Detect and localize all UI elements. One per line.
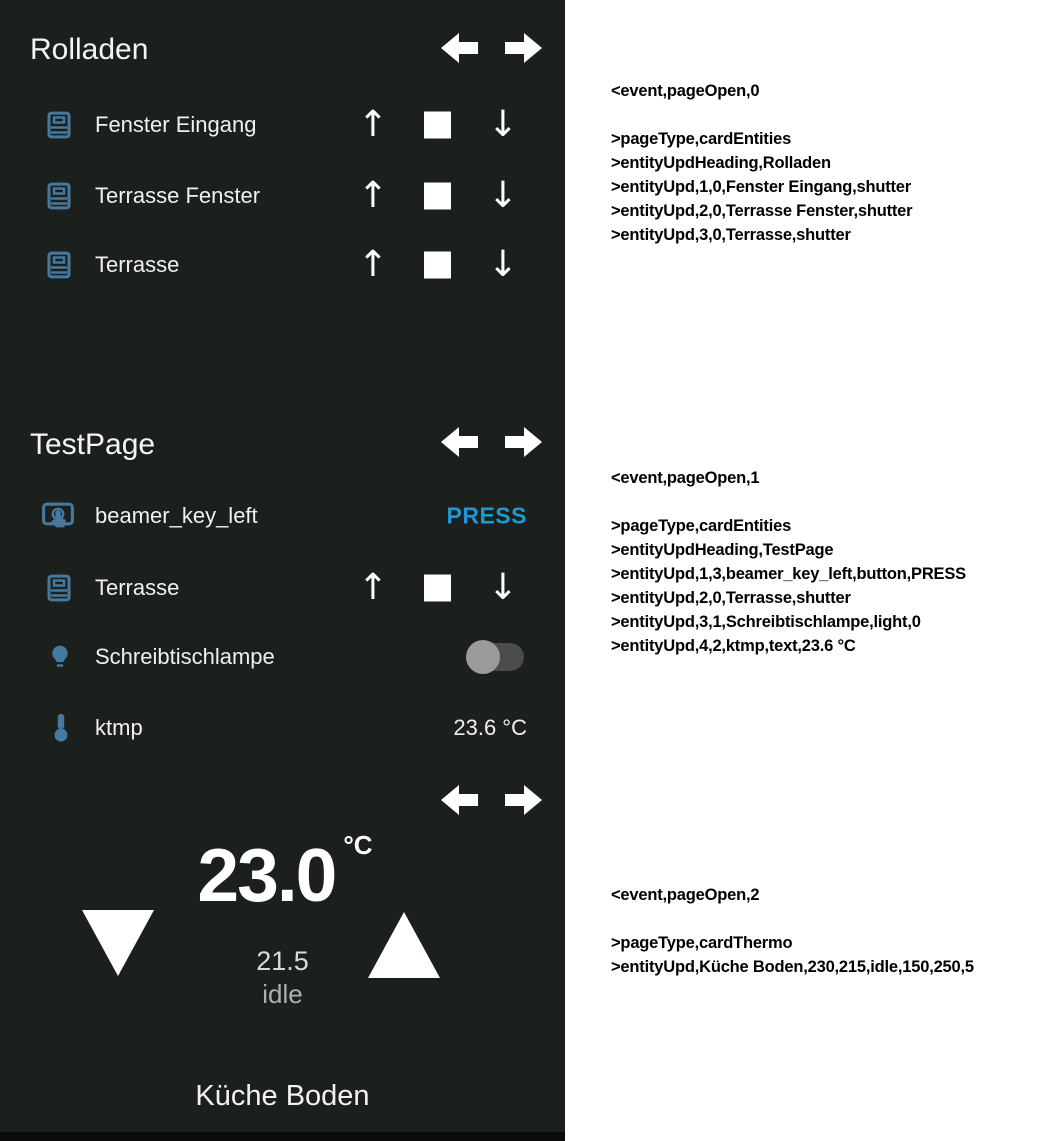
log-gap [611, 490, 966, 514]
card-rolladen-page-nav [440, 31, 543, 65]
shutter-up-button[interactable]: ↑ [357, 175, 389, 216]
page-next-icon[interactable] [505, 425, 543, 459]
shutter-down-button[interactable]: ↓ [487, 175, 519, 216]
entity-label: beamer_key_left [95, 503, 258, 528]
log-event-line: <event,pageOpen,1 [611, 469, 760, 487]
entity-label: ktmp [95, 715, 143, 740]
shutter-up-button[interactable]: ↑ [357, 244, 389, 285]
page-prev-icon[interactable] [440, 783, 478, 817]
log-line: >pageType,cardThermo [611, 934, 793, 952]
shutter-stop-button[interactable] [424, 112, 451, 139]
log-line: >pageType,cardEntities [611, 517, 792, 535]
card-testpage-page-nav [440, 425, 543, 459]
entity-row-schreibtischlampe [0, 635, 565, 679]
shutter-down-button[interactable]: ↓ [487, 567, 519, 608]
toggle-knob [466, 640, 500, 674]
entity-label: Terrasse [95, 575, 180, 600]
window-shutter-icon [44, 249, 74, 281]
entity-row-terrasse-2 [0, 566, 565, 610]
log-line: >entityUpd,3,1,Schreibtischlampe,light,0 [611, 613, 921, 631]
page-next-icon[interactable] [505, 783, 543, 817]
log-block-page1 [611, 466, 966, 658]
log-line: >entityUpdHeading,Rolladen [611, 154, 831, 172]
shutter-up-button[interactable]: ↑ [357, 567, 389, 608]
log-gap [611, 907, 974, 931]
card-rolladen-title: Rolladen [30, 33, 149, 66]
log-line: >entityUpd,4,2,ktmp,text,23.6 °C [611, 637, 856, 655]
window-shutter-icon [44, 572, 74, 604]
log-line: >entityUpd,3,0,Terrasse,shutter [611, 226, 851, 244]
log-block-page2 [611, 883, 974, 979]
entity-label: Schreibtischlampe [95, 644, 275, 669]
current-temperature-value: 23.0 [197, 833, 336, 917]
shutter-stop-button[interactable] [424, 252, 451, 279]
log-event-line: <event,pageOpen,0 [611, 82, 760, 100]
hvac-state: idle [262, 979, 303, 1009]
shutter-up-button[interactable]: ↑ [357, 104, 389, 145]
page-next-icon[interactable] [505, 31, 543, 65]
press-button[interactable]: PRESS [446, 502, 527, 529]
shutter-down-button[interactable]: ↓ [487, 104, 519, 145]
entity-value: 23.6 °C [453, 715, 527, 740]
entity-row-terrasse [0, 243, 565, 287]
entity-label: Terrasse Fenster [95, 183, 261, 208]
target-temperature: 21.5 [256, 946, 309, 976]
log-line: >entityUpd,Küche Boden,230,215,idle,150,250,5 [611, 958, 974, 976]
thermostat-name: Küche Boden [195, 1080, 370, 1112]
shutter-stop-button[interactable] [424, 183, 451, 210]
temperature-unit: °C [343, 830, 373, 860]
window-shutter-icon [44, 109, 74, 141]
current-temperature [140, 830, 430, 917]
card-testpage-title: TestPage [30, 428, 156, 461]
entity-row-beamer-key-left [0, 494, 565, 538]
card-thermo-page-nav [440, 783, 543, 817]
log-block-page0 [611, 79, 912, 247]
entity-row-terrasse-fenster [0, 174, 565, 218]
page-prev-icon[interactable] [440, 425, 478, 459]
entity-label: Terrasse [95, 252, 180, 277]
entity-row-ktmp [0, 706, 565, 750]
thermometer-icon [48, 710, 74, 746]
entity-row-fenster-eingang [0, 103, 565, 147]
log-line: >entityUpd,1,0,Fenster Eingang,shutter [611, 178, 911, 196]
window-shutter-icon [44, 180, 74, 212]
log-gap [611, 103, 912, 127]
lightbulb-icon [46, 641, 74, 673]
gesture-tap-button-icon [40, 499, 76, 533]
log-line: >entityUpdHeading,TestPage [611, 541, 834, 559]
log-line: >pageType,cardEntities [611, 130, 792, 148]
panel-bottom-edge [0, 1132, 565, 1141]
shutter-stop-button[interactable] [424, 575, 451, 602]
log-line: >entityUpd,1,3,beamer_key_left,button,PRESS [611, 565, 966, 583]
entity-label: Fenster Eingang [95, 112, 257, 137]
log-event-line: <event,pageOpen,2 [611, 886, 760, 904]
light-toggle[interactable] [466, 640, 524, 674]
shutter-down-button[interactable]: ↓ [487, 244, 519, 285]
log-line: >entityUpd,2,0,Terrasse Fenster,shutter [611, 202, 913, 220]
page-prev-icon[interactable] [440, 31, 478, 65]
log-line: >entityUpd,2,0,Terrasse,shutter [611, 589, 851, 607]
